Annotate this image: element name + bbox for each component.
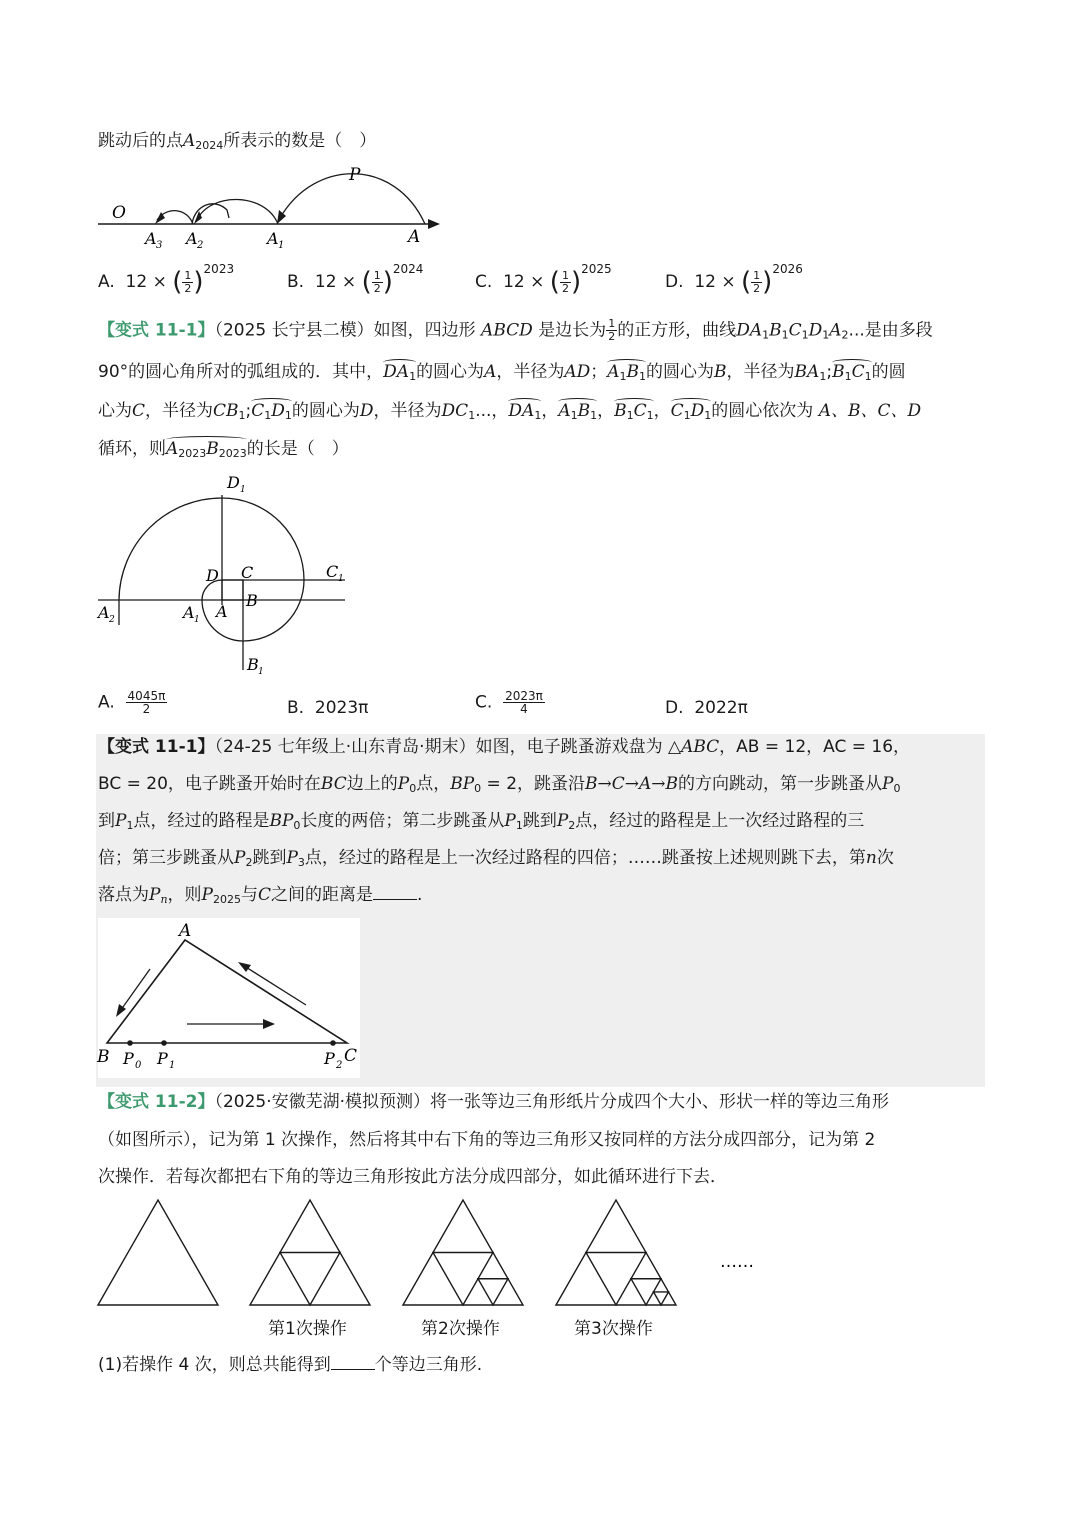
- svg-text:1: 1: [194, 615, 200, 625]
- q4-sub1: (1)若操作 4 次，则总共能得到 个等边三角形.: [98, 1355, 483, 1375]
- svg-text:D: D: [206, 566, 219, 585]
- q4-line1: 【变式 11-2】（2025·安徽芜湖·模拟预测）将一张等边三角形纸片分成四个大小、形状一样的等边三角形: [98, 1092, 890, 1112]
- ellipsis: ……: [720, 1252, 754, 1272]
- svg-text:2: 2: [336, 1060, 343, 1071]
- answer-blank[interactable]: [373, 885, 417, 900]
- svg-text:P: P: [123, 1049, 134, 1068]
- q4-line3: 次操作．若每次都把右下角的等边三角形按此方法分成四部分，如此循环进行下去．: [98, 1167, 727, 1187]
- svg-text:A: A: [179, 921, 192, 941]
- q2-line4: 循环，则$A_{2023}B_{2023}$的长是（ ）: [98, 438, 349, 465]
- label-O: O: [112, 203, 126, 223]
- q1-option-c[interactable]: C. 12 × ( $\frac{1}{2}$ )$^{2025}$: [475, 262, 612, 297]
- svg-text:B: B: [247, 655, 259, 674]
- svg-text:1: 1: [278, 240, 285, 251]
- flea-triangle-figure: [95, 918, 360, 1078]
- svg-text:3: 3: [156, 240, 163, 251]
- svg-text:C: C: [241, 563, 254, 582]
- q3-line2: BC = 20，电子跳蚤开始时在BC边上的$P_0$点，$BP_0 = 2$，跳蚤沿B→C→A→B的方向跳动，第一步跳蚤从$P_0$: [98, 774, 901, 795]
- q4-line2: （如图所示），记为第 1 次操作，然后将其中右下角的等边三角形又按同样的方法分成四部分，记为第 2: [98, 1130, 876, 1150]
- q2-option-c[interactable]: C. $\frac{2023\pi}{4}$: [475, 689, 543, 716]
- svg-text:D: D: [227, 473, 240, 492]
- svg-text:1: 1: [258, 667, 264, 677]
- svg-text:A: A: [183, 603, 195, 622]
- svg-text:1: 1: [240, 485, 246, 495]
- triangle-operations-figure: [95, 1195, 785, 1310]
- q3-line4: 倍；第三步跳蚤从$P_2$跳到$P_3$点，经过的路程是上一次经过路程的四倍；……跳蚤按上述规则跳下去，第n次: [98, 848, 894, 869]
- label-P: P: [349, 165, 361, 185]
- q3-line1: 【变式 11-1】（24-25 七年级上·山东青岛·期末）如图，电子跳蚤游戏盘为 △ABC，AB = 12，AC = 16，: [98, 737, 911, 757]
- number-line-figure: [95, 160, 450, 255]
- svg-text:B: B: [97, 1047, 110, 1067]
- q2-option-b[interactable]: B. 2023π: [287, 698, 369, 718]
- q1-option-d[interactable]: D. 12 × ( $\frac{1}{2}$ )$^{2026}$: [665, 262, 803, 297]
- caption-op1: 第1次操作: [268, 1319, 347, 1339]
- svg-text:C: C: [344, 1046, 358, 1066]
- q3-line5: 落点为$P_n$，则$P_{2025}$与C之间的距离是 .: [98, 885, 423, 906]
- label-A2: A: [186, 229, 198, 248]
- spiral-arc-figure: [95, 470, 355, 680]
- q2-line3: 心为C，半径为$CB_1;C_1D_1$的圆心为D，半径为$DC_1$...，$DA_1$，$A_1B_1$，$B_1C_1$，$C_1D_1$的圆心依次为 A、B、C、D: [98, 400, 921, 427]
- svg-text:B: B: [246, 591, 258, 610]
- caption-op3: 第3次操作: [574, 1319, 653, 1339]
- q2-option-a[interactable]: A. $\frac{4045\pi}{2}$: [98, 689, 166, 716]
- svg-text:P: P: [157, 1049, 168, 1068]
- svg-text:2: 2: [109, 615, 115, 625]
- svg-text:C: C: [326, 562, 339, 581]
- svg-text:0: 0: [135, 1060, 142, 1071]
- caption-op2: 第2次操作: [421, 1319, 500, 1339]
- svg-text:2: 2: [197, 240, 204, 251]
- q2-option-d[interactable]: D. 2022π: [665, 698, 748, 718]
- svg-text:1: 1: [169, 1060, 176, 1071]
- q1-option-a[interactable]: A. 12 × ( $\frac{1}{2}$ )$^{2023}$: [98, 262, 235, 297]
- q1-option-b[interactable]: B. 12 × ( $\frac{1}{2}$ )$^{2024}$: [287, 262, 424, 297]
- svg-text:A: A: [98, 603, 110, 622]
- q1-stem: 跳动后的点$A_{2024}$所表示的数是（ ）: [98, 131, 377, 152]
- label-A1: A: [267, 229, 279, 248]
- svg-text:1: 1: [338, 574, 344, 584]
- label-A3: A: [145, 229, 157, 248]
- svg-text:A: A: [216, 602, 228, 621]
- q2-line1: 【变式 11-1】（2025 长宁县二模）如图，四边形 ABCD 是边长为 $\frac{1}{2}$ 的正方形，曲线$DA_1B_1C_1D_1A_2$...是由多段: [98, 317, 933, 343]
- svg-text:P: P: [324, 1049, 335, 1068]
- answer-blank-2[interactable]: [331, 1355, 375, 1370]
- q3-line3: 到$P_1$点，经过的路程是$BP_0$长度的两倍；第二步跳蚤从$P_1$跳到$P_2$点，经过的路程是上一次经过路程的三: [98, 811, 865, 832]
- q2-line2: 90°的圆心角所对的弧组成的．其中，$DA_1$的圆心为A，半径为AD；$A_1B_1$的圆心为B，半径为$BA_1;B_1C_1$的圆: [98, 361, 906, 388]
- label-A: A: [408, 227, 421, 247]
